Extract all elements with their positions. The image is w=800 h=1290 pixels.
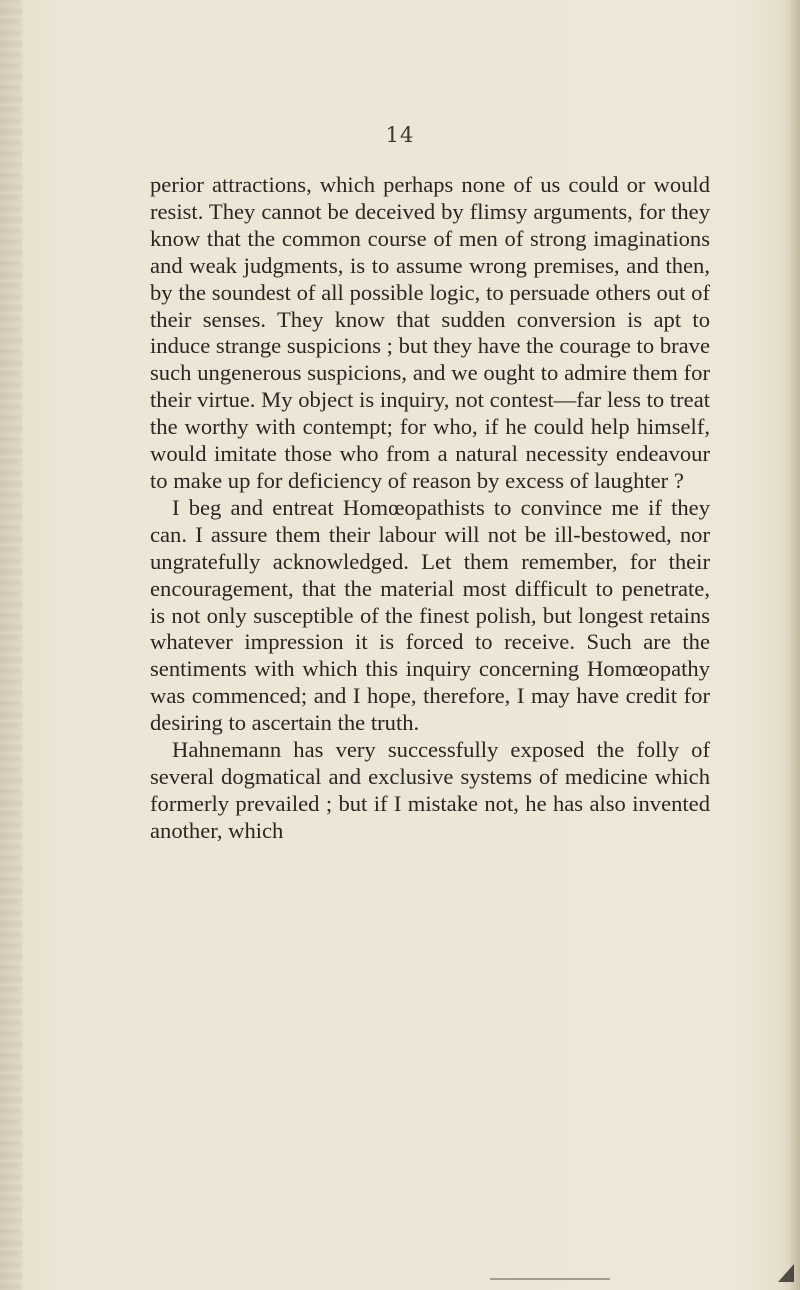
paragraph-3: Hahnemann has very successfully exposed the folly of several dogmatical and exclusive systems of medicine which formerly prevailed ; but if I mistake not, he has also invented another, which: [150, 737, 710, 843]
page-number: 14: [385, 123, 415, 147]
paragraph-1: perior attractions, which perhaps none of us could or would resist. They cannot be deceived by flimsy arguments, for they know that the common course of men of strong imaginations and weak judgments, is to assume wrong premises, and then, by the soundest of all possible logic, to persuade others out of their senses. They know that sudden conversion is apt to induce strange suspicions ; but they have the courage to brave such ungenerous suspicions, and we ought to admire them for their virtue. My object is inquiry, not contest—far less to treat the worthy with contempt; for who, if he could help himself, would imitate those who from a natural necessity endeavour to make up for deficiency of reason by excess of laughter ?: [150, 172, 710, 493]
body-text: [150, 172, 710, 845]
paragraph-2: I beg and entreat Homœopathists to convince me if they can. I assure them their labour will not be ill-bestowed, nor ungratefully acknowledged. Let them remember, for their encouragement, that the material most difficult to penetrate, is not only susceptible of the finest polish, but longest retains whatever impression it is forced to receive. Such are the sentiments with which this inquiry concerning Homœopathy was commenced; and I hope, therefore, I may have credit for desiring to ascertain the truth.: [150, 494, 710, 736]
binding-gutter: [0, 0, 22, 1290]
page-edge: [790, 0, 800, 1290]
bottom-rule: [490, 1278, 610, 1280]
